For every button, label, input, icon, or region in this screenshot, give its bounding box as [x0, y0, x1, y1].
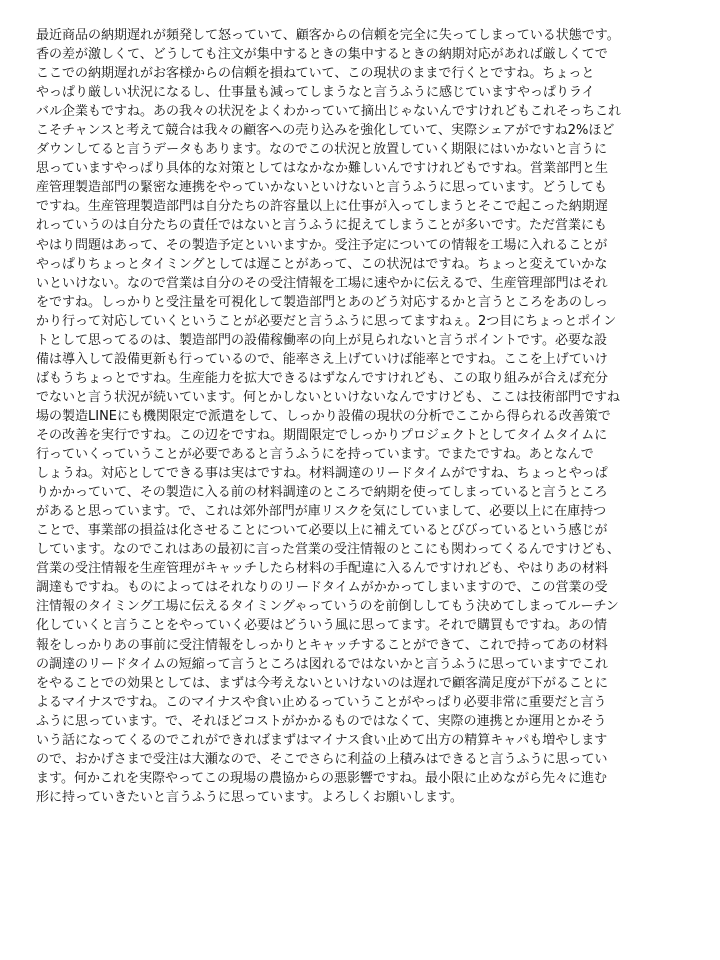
- text-line: よるマイナスですね。このマイナスや食い止めるっていうことがやっぱり必要非常に重要だと言う: [36, 694, 607, 710]
- text-line: いといけない。なので営業は自分のその受注情報を工場に速やかに伝えるで、生産管理部門はそれ: [36, 275, 608, 291]
- text-line: 場の製造LINEにも機関限定で派遣をして、しっかり設備の現状の分析でここから得られる改善策で: [36, 408, 611, 424]
- document-body: [36, 26, 692, 807]
- text-line: 営業の受注情報を生産管理がキャッチしたら材料の手配違に入るんですけれども、やはりあの材料: [36, 561, 609, 577]
- text-line: ダウンしてると言うデータもあります。なのでこの状況と放置していく期限にはいかないと言うに: [36, 142, 607, 158]
- text-line: 形に持っていきたいと言うふうに思っています。よろしくお願いします。: [36, 789, 463, 805]
- text-line: しています。なのでこれはあの最初に言った営業の受注情報のとこにも関わってくるんですけども、: [36, 542, 620, 558]
- text-line: かり行って対応していくということが必要だと言うふうに思ってますねぇ。2つ目にちょっとポイン: [36, 313, 617, 329]
- text-line: ここでの納期遅れがお客様からの信頼を損ねていて、この現状のままで行くとですね。ちょっと: [36, 66, 595, 82]
- text-line: があると思っています。で、これは郊外部門が庫リスクを気にしていまして、必要以上に在庫持つ: [36, 504, 607, 520]
- text-line: 思っていますやっぱり具体的な対策としてはなかなか難しいんですけれどもですね。営業部門と生: [36, 161, 609, 177]
- text-line: ばもうちょっとですね。生産能力を拡大できるはずなんですけれども、この取り組みが合えば充分: [36, 370, 609, 386]
- text-line: いう話になってくるのでこれができればまずはマイナス食い止めて出方の精算キャパも増やします: [36, 732, 608, 748]
- text-line: でないと言う状況が続いています。何とかしないといけないなんですけども、ここは技術部門ですね: [36, 389, 620, 405]
- text-line: をですね。しっかりと受注量を可視化して製造部門とあのどう対応するかと言うところをあのしっ: [36, 294, 609, 310]
- text-line: をやることでの効果としては、まずは今考えないといけないのは遅れで顧客満足度が下がることに: [36, 675, 609, 691]
- text-line: 産管理製造部門の緊密な連携をやっていかないといけないと言うふうに思っています。どうしても: [36, 180, 607, 196]
- text-line: 行っていくっていうことが必要であると言うふうにを持っています。でまたですね。あとなんで: [36, 447, 594, 463]
- text-line: 最近商品の納期遅れが頻発して怒っていて、顧客からの信頼を完全に失ってしまっている状態です。: [36, 28, 620, 43]
- text-line: の調達のリードタイムの短縮って言うところは図れるではないかと言うふうに思っていますでこれ: [36, 656, 609, 672]
- text-line: トとして思ってるのは、製造部門の設備稼働率の向上が見られないと言うポイントです。必要な設: [36, 332, 607, 348]
- text-line: その改善を実行ですね。この辺をですね。期間限定でしっかりプロジェクトとしてタイムタイムに: [36, 427, 608, 443]
- text-line: 化していくと言うことをやっていく必要はどういう風に思ってます。それで購買もですね。あの情: [36, 618, 607, 634]
- text-line: ですね。生産管理製造部門は自分たちの許容量以上に仕事が入ってしまうとそこで起こった納期遅: [36, 199, 608, 215]
- text-line: ので、おかげさまで受注は大瀬なので、そこでさらに利益の上積みはできると言うふうに思ってい: [36, 751, 608, 767]
- text-line: 備は導入して設備更新も行っているので、能率さえ上げていけば能率とですね。ここを上げていけ: [36, 351, 608, 367]
- text-line: 香の差が激しくて、どうしても注文が集中するときの集中するときの納期対応があれば厳しくてで: [36, 47, 608, 63]
- text-line: しょうね。対応としてできる事は実はですね。材料調達のリードタイムがですね、ちょっとやっぱ: [36, 466, 608, 482]
- text-line: 注情報のタイミング工場に伝えるタイミングゃっていうのを前倒ししてもう決めてしまってルーチン: [36, 599, 619, 615]
- text-line: 調達もですね。ものによってはそれなりのリードタイムがかかってしまいますので、この営業の受: [36, 580, 608, 596]
- text-line: りかかっていて、その製造に入る前の材料調達のところで納期を使ってしまっていると言うところ: [36, 485, 608, 501]
- text-line: やっぱりちょっとタイミングとしては遅ことがあって、この状況はですね。ちょっと変えていかな: [36, 256, 608, 272]
- text-line: バル企業もですね。あの我々の状況をよくわかっていて摘出じゃないんですけれどもこれそっちこれ: [36, 104, 622, 120]
- text-line: 報をしっかりあの事前に受注情報をしっかりとキャッチすることができて、これで持ってあの材料: [36, 637, 608, 653]
- text-line: ことで、事業部の損益は化させることについて必要以上に補えているとびびっているという感じが: [36, 523, 608, 539]
- text-line: やっぱり厳しい状況になるし、仕事量も減ってしまうなと言うふうに感じていますやっぱりライ: [36, 85, 595, 101]
- text-line: やはり問題はあって、その製造予定といいますか。受注予定についての情報を工場に入れることが: [36, 237, 608, 253]
- text-line: こそチャンスと考えて競合は我々の顧客への売り込みを強化していて、実際シェアがですね2%ほど: [36, 123, 615, 139]
- text-line: ふうに思っています。で、それほどコストがかかるものではなくて、実際の連携とか運用とかそう: [36, 713, 607, 729]
- text-line: れっていうのは自分たちの責任ではないと言うふうに捉えてしまうことが多いです。ただ営業にも: [36, 218, 607, 234]
- text-line: ます。何かこれを実際やってこの現場の農協からの悪影響ですね。最小限に止めながら先々に進む: [36, 770, 607, 786]
